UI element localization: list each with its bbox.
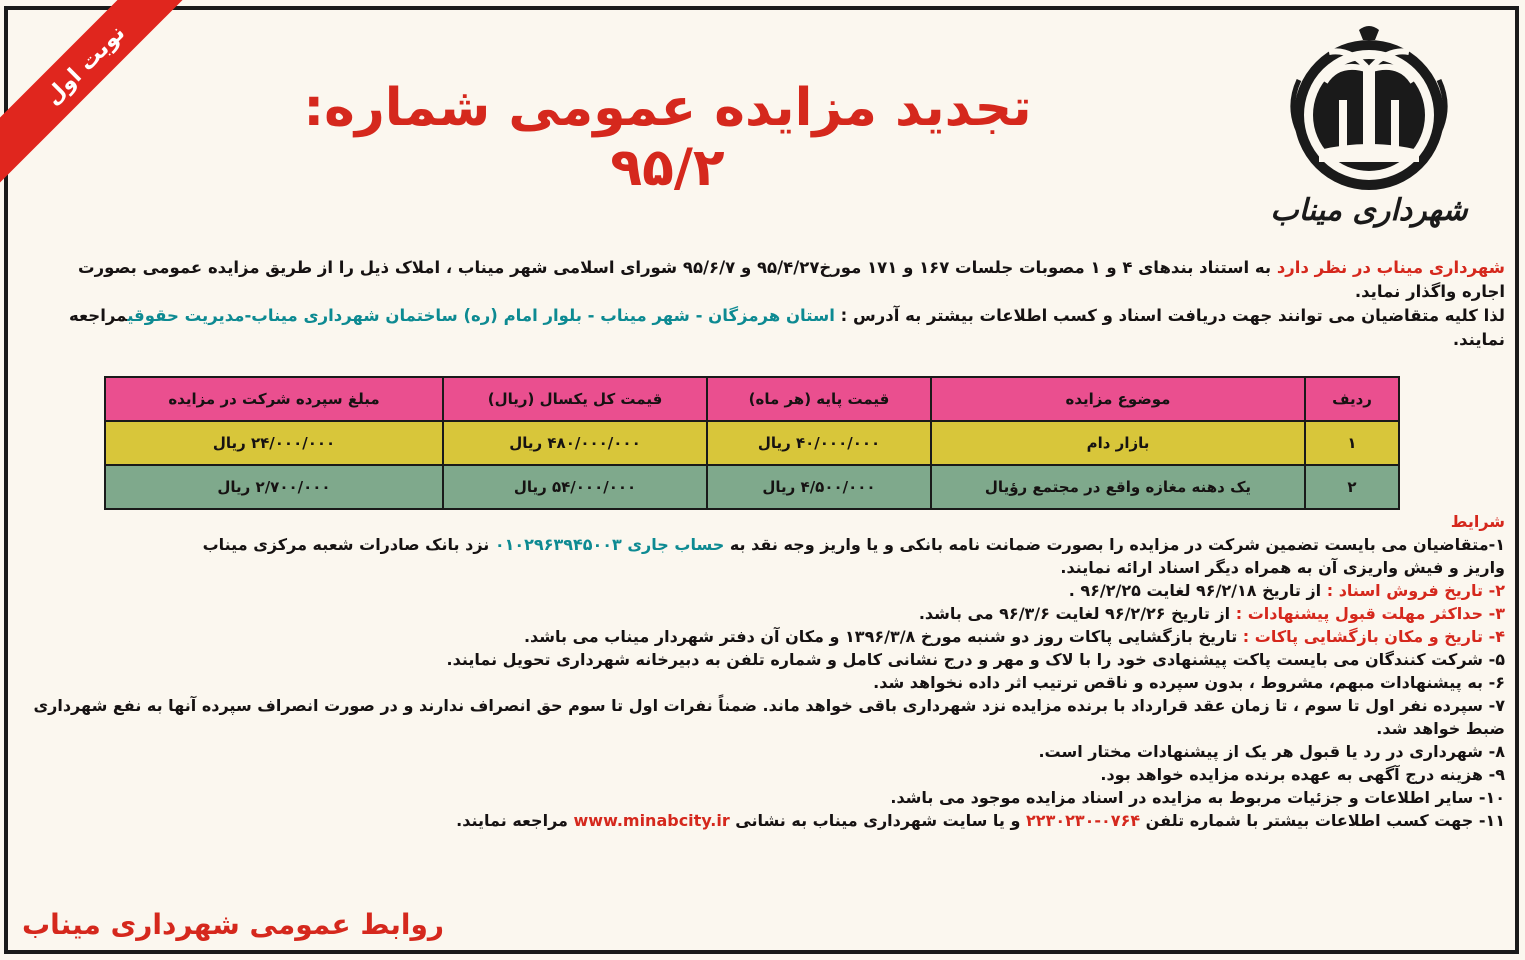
column-header: ردیف bbox=[1305, 377, 1399, 421]
page-title: تجدید مزایده عمومی شماره: ۹۵/۲ bbox=[303, 78, 1032, 198]
intro-address-lead: لذا کلیه متقاضیان می توانند جهت دریافت اسناد و کسب اطلاعات بیشتر به آدرس : bbox=[834, 306, 1505, 325]
condition-label: ۴- تاریخ و مکان بازگشایی پاکات : bbox=[1242, 627, 1505, 646]
table-cell: ۴۰/۰۰۰/۰۰۰ ریال bbox=[707, 421, 931, 465]
conditions-section bbox=[32, 510, 1505, 832]
table-cell: ۲/۷۰۰/۰۰۰ ریال bbox=[105, 465, 443, 509]
table-cell: بازار دام bbox=[931, 421, 1305, 465]
condition-item bbox=[32, 556, 1505, 579]
condition-text: مراجعه نمایند. bbox=[456, 811, 574, 830]
condition-text: تاریخ بازگشایی پاکات روز دو شنبه مورخ ۱۳۹۶/۳/۸ و مکان آن دفتر شهردار میناب می باشد. bbox=[523, 627, 1243, 646]
condition-item bbox=[32, 579, 1505, 602]
table-cell: ۱ bbox=[1305, 421, 1399, 465]
condition-item bbox=[32, 625, 1505, 648]
intro-address-end: مراجعه نمایند. bbox=[68, 306, 1505, 349]
condition-text: از تاریخ ۹۶/۲/۱۸ لغایت ۹۶/۲/۲۵ . bbox=[1068, 581, 1327, 600]
intro-paragraph bbox=[32, 256, 1505, 352]
condition-item: ۵- شرکت کنندگان می بایست پاکت پیشنهادی خود را با لاک و مهر و درج نشانی کامل و شماره تلفن به دبیرخانه شهرداری تحویل نمایند. bbox=[446, 650, 1505, 669]
column-header: موضوع مزایده bbox=[931, 377, 1305, 421]
table-header-row bbox=[105, 377, 1399, 421]
condition-label: ۳- حداکثر مهلت قبول پیشنهادات : bbox=[1235, 604, 1505, 623]
condition-text: نزد بانک صادرات شعبه مرکزی میناب bbox=[202, 535, 495, 554]
condition-item: ۷- سپرده نفر اول تا سوم ، تا زمان عقد قرارداد با برنده مزایده نزد شهرداری باقی خواهد ماند. ضمناً نفرات اول تا سوم حق انصراف ندارند و در صورت انصراف سپرده آنها به نفع شهرداری ضبط خواهد شد. bbox=[33, 696, 1505, 738]
municipality-logo bbox=[1259, 20, 1479, 230]
ribbon-label: نوبت اول bbox=[0, 0, 218, 198]
condition-text: واریز و فیش واریزی آن به همراه دیگر اسناد ارائه نمایند. bbox=[1060, 558, 1505, 577]
auction-table bbox=[104, 376, 1400, 510]
table-cell: ۲۴/۰۰۰/۰۰۰ ریال bbox=[105, 421, 443, 465]
column-header: قیمت پایه (هر ماه) bbox=[707, 377, 931, 421]
condition-label: ۲- تاریخ فروش اسناد : bbox=[1326, 581, 1505, 600]
conditions-heading: شرایط bbox=[1450, 512, 1505, 531]
condition-item bbox=[32, 809, 1505, 832]
condition-text: از تاریخ ۹۶/۲/۲۶ لغایت ۹۶/۳/۶ می باشد. bbox=[918, 604, 1236, 623]
footer-signature: روابط عمومی شهرداری میناب bbox=[22, 908, 445, 941]
condition-item: ۶- به پیشنهادات مبهم، مشروط ، بدون سپرده و ناقص ترتیب اثر داده نخواهد شد. bbox=[873, 673, 1505, 692]
table-cell: ۴/۵۰۰/۰۰۰ ریال bbox=[707, 465, 931, 509]
intro-text: به استناد بندهای ۴ و ۱ مصوبات جلسات ۱۶۷ و ۱۷۱ مورخ۹۵/۴/۲۷ و ۹۵/۶/۷ شورای اسلامی شهر میناب ، املاک ذیل را از طریق مزایده عمومی بصورت اجاره واگذار نماید. bbox=[77, 258, 1505, 301]
table-cell: ۴۸۰/۰۰۰/۰۰۰ ریال bbox=[443, 421, 707, 465]
phone-number: ۰۷۶۴-۲۲۳۰۲۳۰ bbox=[1026, 811, 1141, 830]
corner-ribbon bbox=[0, 0, 260, 260]
condition-item bbox=[32, 533, 1505, 556]
table-cell: یک دهنه مغازه واقع در مجتمع رؤیال bbox=[931, 465, 1305, 509]
logo-name: شهرداری میناب bbox=[1270, 193, 1468, 228]
condition-item: ۱۰- سایر اطلاعات و جزئیات مربوط به مزایده در اسناد مزایده موجود می باشد. bbox=[890, 788, 1505, 807]
table-cell: ۵۴/۰۰۰/۰۰۰ ریال bbox=[443, 465, 707, 509]
table-cell: ۲ bbox=[1305, 465, 1399, 509]
condition-text: ۱۱- جهت کسب اطلاعات بیشتر با شماره تلفن bbox=[1140, 811, 1505, 830]
column-header: مبلغ سپرده شرکت در مزایده bbox=[105, 377, 443, 421]
intro-address: استان هرمزگان - شهر میناب - بلوار امام (ره) ساختمان شهرداری میناب-مدیریت حقوقی bbox=[127, 306, 835, 325]
column-header: قیمت کل یکسال (ریال) bbox=[443, 377, 707, 421]
account-number: حساب جاری ۰۱۰۲۹۶۳۹۴۵۰۰۳ bbox=[494, 535, 725, 554]
palm-emblem-icon bbox=[1259, 20, 1479, 230]
intro-lead: شهرداری میناب در نظر دارد bbox=[1276, 258, 1505, 277]
website-link[interactable]: www.minabcity.ir bbox=[573, 811, 730, 830]
condition-item: ۹- هزینه درج آگهی به عهده برنده مزایده خواهد بود. bbox=[1100, 765, 1505, 784]
condition-text: ۱-متقاضیان می بایست تضمین شرکت در مزایده را بصورت ضمانت نامه بانکی و یا واریز وجه نقد به bbox=[724, 535, 1505, 554]
condition-item: ۸- شهرداری در رد یا قبول هر یک از پیشنهادات مختار است. bbox=[1038, 742, 1505, 761]
table-row bbox=[105, 421, 1399, 465]
condition-text: و یا سایت شهرداری میناب به نشانی bbox=[729, 811, 1027, 830]
table-row bbox=[105, 465, 1399, 509]
condition-item bbox=[32, 602, 1505, 625]
